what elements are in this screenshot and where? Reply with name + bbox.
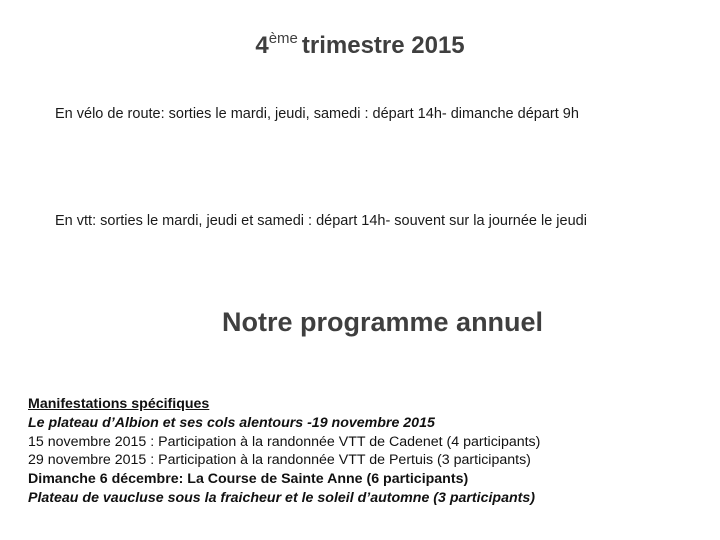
title-number: 4 [255,32,269,59]
program-title: Notre programme annuel [222,307,544,337]
events-heading: Manifestations spécifiques [28,396,210,412]
title-superscript: ème [268,30,298,47]
title-rest: trimestre 2015 [301,32,465,59]
event-line: Plateau de vaucluse sous la fraicheur et le soleil d’automne (3 participants) [28,489,535,506]
vtt-paragraph: En vtt: sorties le mardi, jeudi et samedi : départ 14h- souvent sur la journée le jeudi [55,213,587,229]
events-list [28,395,540,508]
road-bike-paragraph: En vélo de route: sorties le mardi, jeudi, samedi : départ 14h- dimanche départ 9h [55,106,579,122]
event-line: 15 novembre 2015 : Participation à la randonnée VTT de Cadenet (4 participants) [28,433,541,450]
event-line: Le plateau d’Albion et ses cols alentours -19 novembre 2015 [28,414,435,431]
event-line: Dimanche 6 décembre: La Course de Sainte Anne (6 participants) [28,471,469,488]
slide-title [0,30,720,60]
event-line: 29 novembre 2015 : Participation à la randonnée VTT de Pertuis (3 participants) [28,452,531,469]
